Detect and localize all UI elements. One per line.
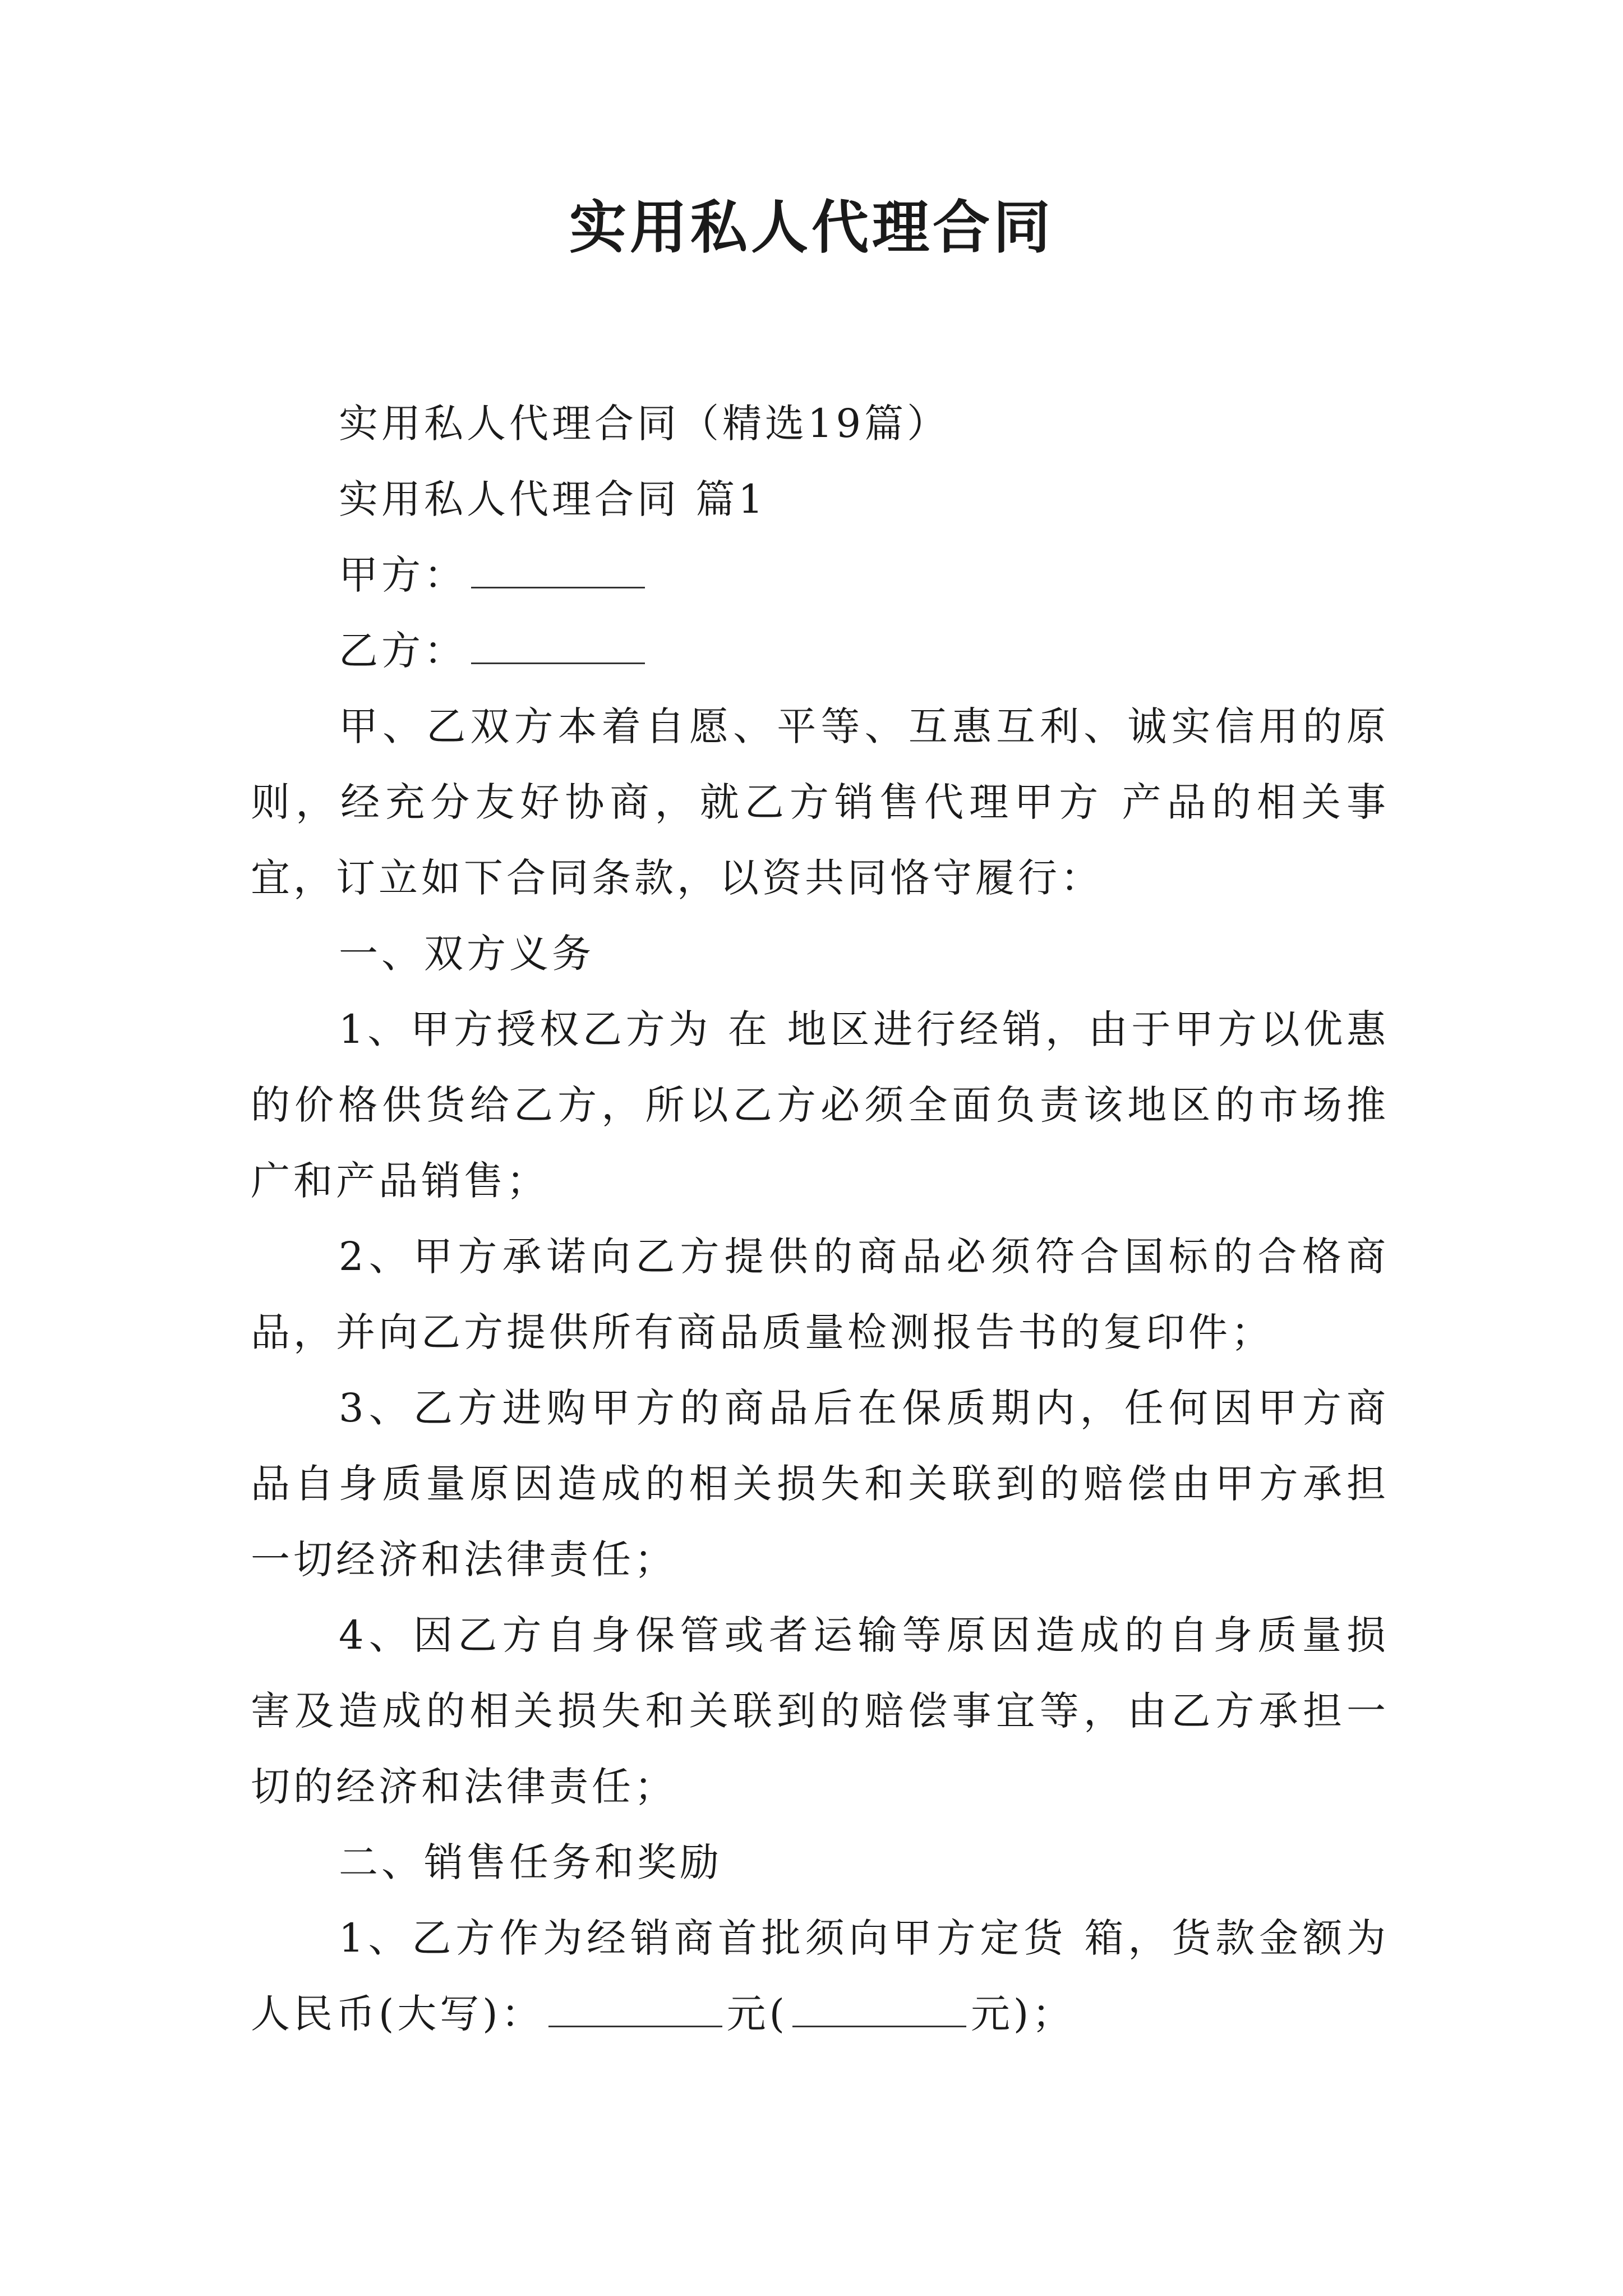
heading-sales: 二、销售任务和奖励 <box>339 1839 722 1885</box>
party-b-line: 乙方： <box>251 613 1389 689</box>
party-b-blank <box>471 630 645 664</box>
clause-1-1: 1、甲方授权乙方为 在 地区进行经销，由于甲方以优惠的价格供货给乙方，所以乙方必须全面负责该地区的市场推广和产品销售； <box>251 1006 1389 1204</box>
clause-1-2: 2、甲方承诺向乙方提供的商品必须符合国标的合格商品，并向乙方提供所有商品质量检测报告书的复印件； <box>251 1234 1389 1355</box>
party-a-blank <box>471 554 645 588</box>
clause-2-1: 1、乙方作为经销商首批须向甲方定货 箱，货款金额为人民币(大写)： 元( 元)； <box>251 1915 1389 2037</box>
clause-1-4: 4、因乙方自身保管或者运输等原因造成的自身质量损害及造成的相关损失和关联到的赔偿事宜等，由乙方承担一切的经济和法律责任； <box>251 1612 1389 1810</box>
document-title: 实用私人代理合同 <box>569 194 1054 261</box>
heading-obligations: 一、双方义务 <box>339 931 594 977</box>
subtitle: 实用私人代理合同（精选19篇） <box>339 401 950 447</box>
party-a-line: 甲方： <box>251 537 1389 613</box>
document-body <box>251 386 1389 2052</box>
amount-figure-blank <box>792 1993 966 2027</box>
section-heading: 实用私人代理合同 篇1 <box>339 476 767 522</box>
amount-words-blank <box>548 1993 722 2027</box>
clause-1-3: 3、乙方进购甲方的商品后在保质期内，任何因甲方商品自身质量原因造成的相关损失和关联到的赔偿由甲方承担一切经济和法律责任； <box>251 1385 1389 1582</box>
intro-paragraph: 甲、乙双方本着自愿、平等、互惠互利、诚实信用的原则，经充分友好协商，就乙方销售代理甲方 产品的相关事宜，订立如下合同条款，以资共同恪守履行： <box>251 703 1389 901</box>
